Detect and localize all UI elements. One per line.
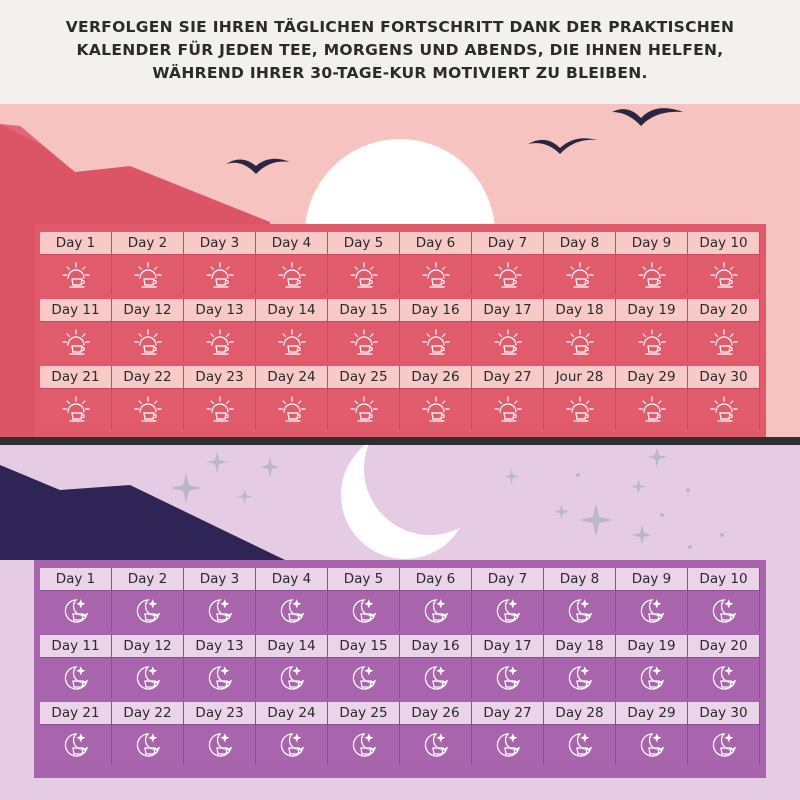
header-banner — [0, 0, 800, 104]
sun-tea-cup-icon — [277, 394, 307, 424]
sun-tea-cup-icon — [133, 327, 163, 357]
day-label: Day 17 — [472, 299, 544, 321]
day-label: Day 5 — [328, 568, 400, 590]
day-label: Day 22 — [112, 702, 184, 724]
day-label: Day 1 — [40, 232, 112, 254]
sun-tea-cup-icon — [133, 394, 163, 424]
checkbox-cell[interactable] — [184, 657, 256, 698]
checkbox-cell[interactable] — [400, 657, 472, 698]
day-label: Day 5 — [328, 232, 400, 254]
checkbox-cell[interactable] — [472, 388, 544, 429]
moon-tea-cup-icon — [205, 663, 235, 693]
day-label: Day 29 — [616, 366, 688, 388]
sun-tea-cup-icon — [205, 394, 235, 424]
day-label: Day 1 — [40, 568, 112, 590]
day-label: Day 27 — [472, 366, 544, 388]
day-label: Day 16 — [400, 299, 472, 321]
checkbox-cell[interactable] — [256, 590, 328, 631]
checkbox-cell[interactable] — [184, 724, 256, 765]
checkbox-cell[interactable] — [400, 254, 472, 295]
moon-tea-cup-icon — [637, 663, 667, 693]
day-label: Day 25 — [328, 366, 400, 388]
sun-tea-cup-icon — [565, 394, 595, 424]
checkbox-cell[interactable] — [112, 321, 184, 362]
checkbox-cell[interactable] — [40, 321, 112, 362]
sun-tea-cup-icon — [277, 327, 307, 357]
moon-tea-cup-icon — [61, 596, 91, 626]
checkbox-cell[interactable] — [400, 590, 472, 631]
sun-tea-cup-icon — [565, 260, 595, 290]
checkbox-cell[interactable] — [544, 724, 616, 765]
moon-tea-cup-icon — [709, 663, 739, 693]
day-label: Day 10 — [688, 232, 760, 254]
moon-tea-cup-icon — [637, 730, 667, 760]
day-label: Day 12 — [112, 299, 184, 321]
day-label: Day 10 — [688, 568, 760, 590]
day-label: Day 18 — [544, 635, 616, 657]
sun-tea-cup-icon — [205, 327, 235, 357]
moon-tea-cup-icon — [133, 730, 163, 760]
checkbox-cell[interactable] — [184, 388, 256, 429]
evening-calendar-grid — [34, 560, 766, 778]
sun-tea-cup-icon — [133, 260, 163, 290]
checkbox-cell[interactable] — [472, 590, 544, 631]
sun-tea-cup-icon — [637, 260, 667, 290]
checkbox-cell[interactable] — [112, 724, 184, 765]
checkbox-cell[interactable] — [112, 254, 184, 295]
day-label: Day 15 — [328, 635, 400, 657]
moon-tea-cup-icon — [709, 730, 739, 760]
checkbox-cell[interactable] — [472, 657, 544, 698]
checkbox-cell[interactable] — [616, 254, 688, 295]
moon-tea-cup-icon — [565, 663, 595, 693]
sun-tea-cup-icon — [61, 327, 91, 357]
day-label: Jour 28 — [544, 366, 616, 388]
moon-tea-cup-icon — [565, 730, 595, 760]
moon-tea-cup-icon — [493, 663, 523, 693]
checkbox-cell[interactable] — [472, 254, 544, 295]
moon-tea-cup-icon — [421, 730, 451, 760]
checkbox-cell[interactable] — [688, 590, 760, 631]
checkbox-cell[interactable] — [544, 590, 616, 631]
moon-tea-cup-icon — [493, 596, 523, 626]
day-label: Day 17 — [472, 635, 544, 657]
day-label: Day 23 — [184, 702, 256, 724]
morning-calendar-panel — [0, 104, 800, 437]
sun-tea-cup-icon — [349, 327, 379, 357]
checkbox-cell[interactable] — [688, 321, 760, 362]
sun-tea-cup-icon — [349, 394, 379, 424]
day-label: Day 12 — [112, 635, 184, 657]
day-label: Day 18 — [544, 299, 616, 321]
section-divider — [0, 437, 800, 445]
checkbox-cell[interactable] — [256, 388, 328, 429]
checkbox-cell[interactable] — [40, 388, 112, 429]
sun-tea-cup-icon — [349, 260, 379, 290]
day-label: Day 4 — [256, 568, 328, 590]
day-label: Day 24 — [256, 366, 328, 388]
moon-tea-cup-icon — [205, 730, 235, 760]
evening-calendar-panel — [0, 445, 800, 800]
checkbox-cell[interactable] — [328, 388, 400, 429]
moon-tea-cup-icon — [349, 730, 379, 760]
sun-tea-cup-icon — [637, 327, 667, 357]
sun-tea-cup-icon — [61, 394, 91, 424]
day-label: Day 27 — [472, 702, 544, 724]
checkbox-cell[interactable] — [256, 657, 328, 698]
day-label: Day 26 — [400, 702, 472, 724]
day-label: Day 6 — [400, 568, 472, 590]
day-label: Day 25 — [328, 702, 400, 724]
day-label: Day 30 — [688, 702, 760, 724]
day-label: Day 20 — [688, 635, 760, 657]
sun-tea-cup-icon — [61, 260, 91, 290]
checkbox-cell[interactable] — [616, 321, 688, 362]
day-label: Day 7 — [472, 568, 544, 590]
day-label: Day 15 — [328, 299, 400, 321]
checkbox-cell[interactable] — [184, 590, 256, 631]
day-label: Day 11 — [40, 299, 112, 321]
checkbox-cell[interactable] — [184, 321, 256, 362]
moon-tea-cup-icon — [421, 663, 451, 693]
checkbox-cell[interactable] — [400, 321, 472, 362]
moon-tea-cup-icon — [637, 596, 667, 626]
day-label: Day 21 — [40, 366, 112, 388]
checkbox-cell[interactable] — [40, 724, 112, 765]
checkbox-cell[interactable] — [40, 657, 112, 698]
moon-tea-cup-icon — [421, 596, 451, 626]
sun-tea-cup-icon — [637, 394, 667, 424]
checkbox-cell[interactable] — [688, 254, 760, 295]
sun-tea-cup-icon — [709, 394, 739, 424]
checkbox-cell[interactable] — [472, 321, 544, 362]
moon-tea-cup-icon — [205, 596, 235, 626]
checkbox-cell[interactable] — [328, 657, 400, 698]
moon-tea-cup-icon — [565, 596, 595, 626]
sun-tea-cup-icon — [709, 260, 739, 290]
day-label: Day 23 — [184, 366, 256, 388]
checkbox-cell[interactable] — [184, 254, 256, 295]
checkbox-cell[interactable] — [112, 590, 184, 631]
checkbox-cell[interactable] — [544, 254, 616, 295]
moon-tea-cup-icon — [277, 663, 307, 693]
day-label: Day 9 — [616, 232, 688, 254]
sun-tea-cup-icon — [493, 260, 523, 290]
day-label: Day 22 — [112, 366, 184, 388]
morning-calendar-grid — [34, 224, 766, 437]
day-label: Day 3 — [184, 232, 256, 254]
checkbox-cell[interactable] — [256, 724, 328, 765]
day-label: Day 16 — [400, 635, 472, 657]
moon-tea-cup-icon — [277, 596, 307, 626]
moon-tea-cup-icon — [493, 730, 523, 760]
sun-tea-cup-icon — [493, 327, 523, 357]
checkbox-cell[interactable] — [400, 724, 472, 765]
checkbox-cell[interactable] — [112, 657, 184, 698]
checkbox-cell[interactable] — [400, 388, 472, 429]
checkbox-cell[interactable] — [544, 388, 616, 429]
day-label: Day 7 — [472, 232, 544, 254]
day-label: Day 2 — [112, 568, 184, 590]
day-label: Day 30 — [688, 366, 760, 388]
sun-tea-cup-icon — [277, 260, 307, 290]
checkbox-cell[interactable] — [40, 254, 112, 295]
moon-tea-cup-icon — [349, 596, 379, 626]
checkbox-cell[interactable] — [544, 657, 616, 698]
day-label: Day 13 — [184, 299, 256, 321]
intro-line-3: WÄHREND IHRER 30-TAGE-KUR MOTIVIERT ZU BLEIBEN. — [152, 64, 648, 82]
day-label: Day 14 — [256, 299, 328, 321]
day-label: Day 19 — [616, 635, 688, 657]
day-label: Day 9 — [616, 568, 688, 590]
sun-tea-cup-icon — [421, 394, 451, 424]
sun-tea-cup-icon — [205, 260, 235, 290]
day-label: Day 6 — [400, 232, 472, 254]
checkbox-cell[interactable] — [544, 321, 616, 362]
moon-tea-cup-icon — [277, 730, 307, 760]
checkbox-cell[interactable] — [688, 657, 760, 698]
sun-tea-cup-icon — [421, 327, 451, 357]
checkbox-cell[interactable] — [328, 254, 400, 295]
checkbox-cell[interactable] — [688, 388, 760, 429]
moon-tea-cup-icon — [133, 663, 163, 693]
day-label: Day 21 — [40, 702, 112, 724]
sun-tea-cup-icon — [709, 327, 739, 357]
day-label: Day 3 — [184, 568, 256, 590]
intro-line-2: KALENDER FÜR JEDEN TEE, MORGENS UND ABENDS, DIE IHNEN HELFEN, — [76, 41, 724, 59]
checkbox-cell[interactable] — [328, 321, 400, 362]
day-label: Day 26 — [400, 366, 472, 388]
moon-tea-cup-icon — [61, 663, 91, 693]
moon-tea-cup-icon — [61, 730, 91, 760]
day-label: Day 8 — [544, 232, 616, 254]
checkbox-cell[interactable] — [616, 590, 688, 631]
moon-tea-cup-icon — [709, 596, 739, 626]
day-label: Day 29 — [616, 702, 688, 724]
day-label: Day 2 — [112, 232, 184, 254]
day-label: Day 19 — [616, 299, 688, 321]
checkbox-cell[interactable] — [688, 724, 760, 765]
checkbox-cell[interactable] — [472, 724, 544, 765]
day-label: Day 4 — [256, 232, 328, 254]
checkbox-cell[interactable] — [256, 254, 328, 295]
checkbox-cell[interactable] — [616, 388, 688, 429]
day-label: Day 11 — [40, 635, 112, 657]
day-label: Day 13 — [184, 635, 256, 657]
checkbox-cell[interactable] — [40, 590, 112, 631]
intro-line-1: VERFOLGEN SIE IHREN TÄGLICHEN FORTSCHRITT DANK DER PRAKTISCHEN — [65, 18, 735, 36]
checkbox-cell[interactable] — [616, 657, 688, 698]
checkbox-cell[interactable] — [328, 724, 400, 765]
day-label: Day 14 — [256, 635, 328, 657]
day-label: Day 28 — [544, 702, 616, 724]
sun-tea-cup-icon — [565, 327, 595, 357]
checkbox-cell[interactable] — [112, 388, 184, 429]
day-label: Day 24 — [256, 702, 328, 724]
checkbox-cell[interactable] — [256, 321, 328, 362]
sun-tea-cup-icon — [493, 394, 523, 424]
moon-tea-cup-icon — [349, 663, 379, 693]
checkbox-cell[interactable] — [328, 590, 400, 631]
day-label: Day 8 — [544, 568, 616, 590]
moon-tea-cup-icon — [133, 596, 163, 626]
checkbox-cell[interactable] — [616, 724, 688, 765]
sun-tea-cup-icon — [421, 260, 451, 290]
intro-text — [40, 16, 760, 85]
day-label: Day 20 — [688, 299, 760, 321]
